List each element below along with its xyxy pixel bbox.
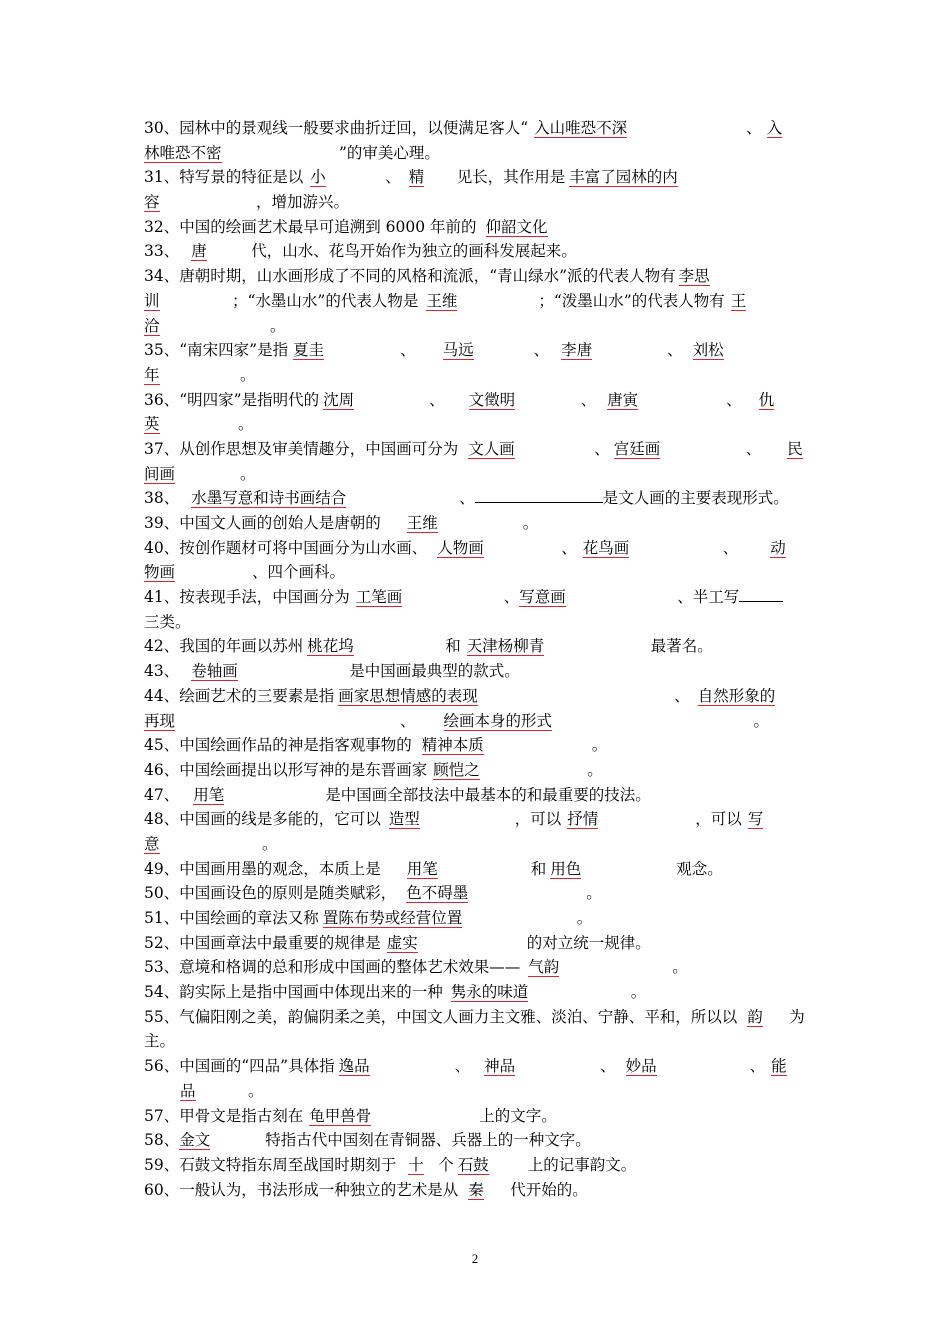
answer-blank <box>144 363 240 388</box>
answer-blank <box>761 437 805 462</box>
answer-blank <box>303 1104 479 1129</box>
question-text: 。 <box>270 316 286 335</box>
answer-text: 丰富了园林的内 <box>569 168 678 187</box>
question-line <box>144 585 812 610</box>
question-text: 的对立统一规律。 <box>526 933 651 952</box>
answer-blank <box>416 338 534 363</box>
question-text: 代开始的。 <box>510 1180 588 1199</box>
answer-blank <box>179 486 459 511</box>
answer-blank <box>179 239 251 264</box>
question-text: 、 <box>454 1057 471 1076</box>
question-line <box>144 1178 812 1203</box>
question-text: ”的审美心理。 <box>339 143 440 162</box>
answer-text: 绘画本身的形式 <box>443 711 553 730</box>
answer-blank <box>350 585 504 610</box>
question-text: 。 <box>576 909 593 927</box>
question-text: 。 <box>587 760 603 779</box>
answer-text: 用笔 <box>193 785 225 804</box>
question-text: 54、韵实际上是指中国画中体现出来的一种 <box>144 983 443 1002</box>
answer-blank <box>144 1079 248 1104</box>
answer-text: 顾恺之 <box>433 760 480 779</box>
question-text: 59、石鼓文特指东周至战国时期刻于 <box>144 1155 397 1174</box>
answer-blank <box>610 437 746 462</box>
answer-text: 秦 <box>468 1180 484 1199</box>
answer-blank <box>445 388 581 413</box>
question-line <box>144 758 812 783</box>
question-text: 、 <box>745 439 762 458</box>
question-text: 、 <box>459 489 475 508</box>
question-text: 36、“明四家”是指明代的 <box>144 390 320 409</box>
answer-blank <box>319 388 429 413</box>
question-text: 、 <box>594 439 610 458</box>
question-text: 37、从创作思想及审美情趣分，中国画可分为 <box>144 439 459 458</box>
question-text: 33、 <box>144 242 180 261</box>
answer-text: 品 <box>180 1081 196 1100</box>
question-text: 、 <box>429 390 445 409</box>
question-text: 和 <box>530 859 547 878</box>
question-line <box>144 239 812 264</box>
question-text: 51、中国绘画的章法又称 <box>144 909 319 927</box>
answer-text: 小 <box>310 168 326 187</box>
answer-text: 色不碍墨 <box>406 884 469 903</box>
question-text: 48、中国画的线是多能的，它可以 <box>144 810 381 829</box>
question-text: 、 <box>667 341 683 360</box>
answer-text: 写意画 <box>519 588 566 607</box>
question-text: 、 <box>746 119 762 137</box>
answer-text: 沈周 <box>323 390 355 409</box>
answer-text: 仇 <box>758 390 775 409</box>
question-line <box>144 709 812 734</box>
answer-text: 造型 <box>388 810 420 829</box>
question-line <box>144 462 812 487</box>
answer-text: 隽永的味道 <box>450 983 529 1002</box>
answer-text: 意 <box>144 834 160 853</box>
question-text: 是中国画全部技法中最基本的和最重要的技法。 <box>325 785 651 804</box>
answer-blank <box>737 1005 789 1030</box>
answer-blank <box>454 1153 528 1178</box>
question-text: 、 <box>600 1057 616 1076</box>
question-text: 49、中国画用墨的观念，本质上是 <box>144 859 381 878</box>
answer-text: 物画 <box>144 563 176 582</box>
answer-text: 卷轴画 <box>191 662 238 681</box>
answer-blank <box>144 190 256 215</box>
answer-blank <box>303 634 445 659</box>
question-text: 。 <box>672 958 688 977</box>
question-text: 。 <box>586 884 602 903</box>
question-line <box>144 1029 812 1054</box>
question-text: 。 <box>240 365 256 384</box>
question-line <box>144 684 812 709</box>
answer-blank <box>427 758 587 783</box>
answer-text: 人物画 <box>437 538 484 557</box>
answer-text: 能 <box>771 1057 787 1076</box>
question-line <box>144 141 812 166</box>
question-text: 55、气偏阳刚之美，韵偏阴柔之美，中国文人画力主文雅、淡泊、宁静、平和，所以以 <box>144 1007 738 1026</box>
question-text: ，增加游兴。 <box>256 193 350 212</box>
answer-text: 虚实 <box>386 933 418 952</box>
question-text: ，可以 <box>514 810 562 829</box>
question-line <box>144 1104 812 1129</box>
question-list <box>144 116 812 1202</box>
question-text: ，可以 <box>695 810 742 829</box>
question-line <box>144 264 812 289</box>
question-text: 、 <box>674 686 690 705</box>
answer-text: 工笔画 <box>355 588 403 607</box>
question-text: 和 <box>445 637 461 656</box>
answer-blank <box>519 585 677 610</box>
question-text: 、半工写 <box>677 588 740 607</box>
answer-blank <box>381 511 523 536</box>
question-text: 最著名。 <box>650 637 713 656</box>
answer-text: 文人画 <box>468 439 515 458</box>
question-line <box>144 733 812 758</box>
answer-blank <box>418 289 538 314</box>
answer-blank <box>144 314 270 339</box>
answer-blank <box>303 165 385 190</box>
question-text: 、 <box>749 1057 766 1076</box>
answer-blank <box>416 709 754 734</box>
question-line <box>144 116 812 141</box>
answer-blank <box>335 1054 455 1079</box>
question-text: 。 <box>522 514 539 532</box>
question-line <box>144 832 812 857</box>
answer-blank <box>690 684 788 709</box>
question-text: 、 <box>400 341 416 360</box>
question-text: 、 <box>503 588 520 607</box>
question-text: 。 <box>248 1081 264 1100</box>
answer-text: 刘松 <box>692 341 724 360</box>
question-line <box>144 980 812 1005</box>
answer-text: 间画 <box>144 464 176 483</box>
question-text: 、 <box>533 341 550 360</box>
question-text: 是中国画最典型的款式。 <box>349 662 520 681</box>
question-line <box>144 511 812 536</box>
question-line <box>144 388 812 413</box>
question-line <box>144 560 812 585</box>
answer-text: 精 <box>408 168 425 187</box>
page-number: 2 <box>471 1251 479 1266</box>
question-text: 、 <box>385 168 401 187</box>
answer-blank <box>144 141 339 166</box>
answer-blank <box>427 536 561 561</box>
question-line <box>144 412 812 437</box>
question-line <box>144 437 812 462</box>
answer-text: 唐 <box>191 242 207 261</box>
question-text: 个 <box>438 1155 454 1174</box>
question-line <box>144 857 812 882</box>
answer-text: 十 <box>408 1155 424 1174</box>
answer-text: 用笔 <box>406 859 438 878</box>
answer-blank <box>528 116 746 141</box>
answer-text: 洽 <box>144 316 160 335</box>
question-line <box>144 931 812 956</box>
answer-text: 夏圭 <box>293 341 325 360</box>
answer-text: 入山唯恐不深 <box>534 119 628 137</box>
answer-blank <box>742 807 766 832</box>
question-line <box>144 314 812 339</box>
answer-blank <box>739 601 783 602</box>
question-text: 45、中国绘画作品的神是指客观事物的 <box>144 736 412 755</box>
question-text: 、 <box>722 538 739 557</box>
question-text: 41、按表现手法，中国画分为 <box>144 588 350 607</box>
question-text: 代，山水、花鸟开始作为独立的画科发展起来。 <box>251 242 577 261</box>
question-line <box>144 1128 812 1153</box>
answer-text: 容 <box>144 193 160 212</box>
answer-blank <box>144 832 262 857</box>
question-text: 30、园林中的景观线一般要求曲折迂回，以便满足客人“ <box>144 119 529 137</box>
question-text: 53、意境和格调的总和形成中国画的整体艺术效果—— <box>144 958 521 977</box>
question-text: 50、中国画设色的原则是随类赋彩， <box>144 884 397 903</box>
question-text: 57、甲骨文是指古刻在 <box>144 1106 304 1125</box>
answer-text: 精神本质 <box>421 736 484 755</box>
question-line <box>144 659 812 684</box>
question-text: 40、按创作题材可将中国画分为山水画、 <box>144 538 428 557</box>
answer-blank <box>443 980 631 1005</box>
answer-text: 天津杨柳青 <box>466 637 545 656</box>
question-text: 主。 <box>144 1032 176 1051</box>
answer-blank <box>738 536 794 561</box>
question-text: 、 <box>400 711 416 730</box>
question-text: 上的文字。 <box>479 1106 557 1125</box>
answer-blank <box>765 1054 789 1079</box>
question-line <box>144 906 812 931</box>
question-line <box>144 1079 812 1104</box>
answer-text: 入 <box>766 119 783 137</box>
answer-blank <box>179 783 325 808</box>
question-line <box>144 783 812 808</box>
answer-blank <box>381 857 531 882</box>
answer-blank <box>179 659 349 684</box>
question-text: 是文人画的主要表现形式。 <box>602 489 789 508</box>
question-text: 、 <box>561 538 577 557</box>
answer-text: 王维 <box>406 514 438 532</box>
question-line <box>144 338 812 363</box>
question-line <box>144 955 812 980</box>
answer-text: 英 <box>144 415 160 434</box>
answer-blank <box>144 462 240 487</box>
question-text: 。 <box>630 983 647 1002</box>
answer-blank <box>683 338 725 363</box>
answer-blank <box>461 634 651 659</box>
answer-text: 妙品 <box>625 1057 657 1076</box>
question-line <box>144 1054 812 1079</box>
question-text: 52、中国画章法中最重要的规律是 <box>144 933 381 952</box>
answer-blank <box>577 536 723 561</box>
answer-text: 气韵 <box>528 958 560 977</box>
answer-blank <box>334 684 674 709</box>
question-number: 58、 <box>144 1131 180 1150</box>
answer-text: 置陈布势或经营位置 <box>322 909 463 927</box>
question-text: 32、中国的绘画艺术最早可追溯到 6000 年前的 <box>144 217 477 236</box>
answer-blank <box>179 1128 265 1153</box>
question-text: 、 <box>726 390 742 409</box>
question-text: 。 <box>262 834 278 853</box>
answer-text: 王 <box>730 291 747 310</box>
answer-blank <box>144 289 232 314</box>
answer-blank <box>319 906 577 931</box>
question-text: ；“泼墨山水”的代表人物有 <box>538 291 725 310</box>
question-text: 38、 <box>144 489 180 508</box>
answer-blank <box>477 215 663 240</box>
answer-text: 再现 <box>144 711 176 730</box>
question-line <box>144 215 812 240</box>
question-line <box>144 190 812 215</box>
answer-text: 金文 <box>179 1131 211 1150</box>
answer-text: 仰韶文化 <box>485 217 548 236</box>
answer-text: 李唐 <box>561 341 593 360</box>
answer-blank <box>520 955 672 980</box>
question-text: 44、绘画艺术的三要素是指 <box>144 686 335 705</box>
answer-text: 马远 <box>442 341 474 360</box>
answer-text: 用色 <box>550 859 582 878</box>
question-text: 上的记事韵文。 <box>527 1155 637 1174</box>
answer-text: 韵 <box>747 1007 763 1026</box>
question-line <box>144 536 812 561</box>
question-line <box>144 486 812 511</box>
answer-blank <box>470 1054 600 1079</box>
question-line <box>144 807 812 832</box>
answer-blank <box>144 560 252 585</box>
question-text: 、四个画科。 <box>252 563 346 582</box>
answer-text: 桃花坞 <box>307 637 354 656</box>
question-text: 42、我国的年画以苏州 <box>144 637 304 656</box>
answer-blank <box>596 388 726 413</box>
question-line <box>144 165 812 190</box>
answer-text: 唐寅 <box>607 390 639 409</box>
answer-text: 抒情 <box>567 810 599 829</box>
answer-blank <box>762 116 786 141</box>
question-text: 43、 <box>144 662 180 681</box>
answer-text: 林唯恐不密 <box>144 143 222 162</box>
question-text: 见长，其作用是 <box>456 168 566 187</box>
answer-text: 水墨写意和诗书画结合 <box>191 489 347 508</box>
answer-blank <box>725 289 749 314</box>
answer-blank <box>458 1178 510 1203</box>
answer-blank <box>676 264 716 289</box>
question-text: 56、中国画的“四品”具体指 <box>144 1057 335 1076</box>
answer-text: 写 <box>747 810 764 829</box>
answer-blank <box>381 931 527 956</box>
question-text: 为 <box>789 1007 805 1026</box>
answer-blank <box>412 733 592 758</box>
answer-blank <box>396 1153 438 1178</box>
question-text: 46、中国绘画提出以形写神的是东晋画家 <box>144 760 428 779</box>
question-text: 。 <box>238 415 254 434</box>
question-line <box>144 610 812 635</box>
answer-blank <box>458 437 594 462</box>
answer-blank <box>546 857 676 882</box>
question-text: 观念。 <box>676 859 723 878</box>
question-line <box>144 289 812 314</box>
question-text: 35、“南宋四家”是指 <box>144 341 289 360</box>
answer-blank <box>288 338 400 363</box>
question-text: 。 <box>591 736 608 755</box>
question-text: 。 <box>753 711 770 730</box>
question-line <box>144 881 812 906</box>
answer-text: 年 <box>144 365 160 384</box>
answer-text: 神品 <box>484 1057 516 1076</box>
answer-blank <box>742 388 776 413</box>
question-text: 、 <box>580 390 597 409</box>
answer-blank <box>396 881 586 906</box>
question-line <box>144 363 812 388</box>
answer-text: 民 <box>787 439 803 458</box>
answer-blank <box>549 338 667 363</box>
question-line <box>144 1153 812 1178</box>
answer-text: 逸品 <box>338 1057 370 1076</box>
answer-text: 龟甲兽骨 <box>309 1106 372 1125</box>
answer-text: 文徵明 <box>468 390 516 409</box>
answer-text: 王维 <box>426 291 458 310</box>
answer-blank <box>616 1054 750 1079</box>
question-text: 39、中国文人画的创始人是唐朝的 <box>144 514 381 532</box>
question-line <box>144 1005 812 1030</box>
question-text: 47、 <box>144 785 180 804</box>
answer-text: 训 <box>144 291 160 310</box>
answer-text: 画家思想情感的表现 <box>338 686 478 705</box>
question-text: 34、唐朝时期，山水画形成了不同的风格和流派，“青山绿水”派的代表人物有 <box>144 267 676 286</box>
answer-blank <box>475 502 603 503</box>
question-text: 31、特写景的特征是以 <box>144 168 304 187</box>
answer-blank <box>144 709 400 734</box>
question-text: 60、一般认为，书法形成一种独立的艺术是从 <box>144 1180 459 1199</box>
answer-text: 自然形象的 <box>697 686 776 705</box>
answer-blank <box>144 412 238 437</box>
question-text: ；“水墨山水”的代表人物是 <box>232 291 419 310</box>
question-text: 特指古代中国刻在青铜器、兵器上的一种文字。 <box>265 1131 591 1150</box>
answer-blank <box>401 165 457 190</box>
answer-blank <box>565 165 687 190</box>
answer-text: 李思 <box>678 267 710 286</box>
answer-text: 宫廷画 <box>613 439 661 458</box>
answer-text: 花鸟画 <box>582 538 630 557</box>
question-text: 三类。 <box>144 612 191 631</box>
answer-text: 动 <box>770 538 786 557</box>
question-line <box>144 634 812 659</box>
answer-blank <box>381 807 515 832</box>
question-text: 。 <box>240 464 256 483</box>
answer-blank <box>561 807 695 832</box>
answer-text: 石鼓 <box>457 1155 489 1174</box>
